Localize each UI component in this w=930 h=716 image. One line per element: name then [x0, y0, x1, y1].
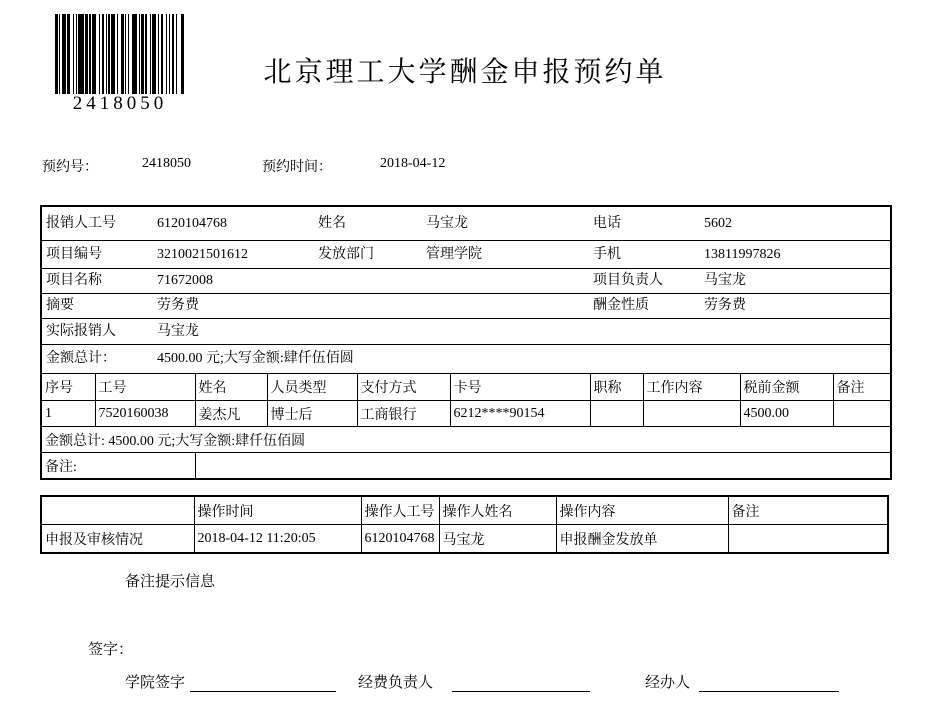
- op-col-remark: 备注: [728, 496, 888, 525]
- reservation-no-label: 预约号：: [42, 160, 98, 175]
- detail-name: 姜杰凡: [195, 401, 267, 427]
- project-name-value: 71672008: [157, 273, 213, 288]
- detail-col-pay-method: 支付方式: [357, 374, 450, 401]
- info-row-total-amount: [42, 345, 890, 374]
- sign-label: 签字：: [88, 642, 134, 658]
- detail-pay-method: 工商银行: [357, 401, 450, 427]
- mobile-value: 13811997826: [704, 247, 781, 262]
- op-time: 2018-04-12 11:20:05: [194, 525, 361, 554]
- actual-reimburser-value: 马宝龙: [157, 324, 199, 339]
- college-sign-label: 学院签字: [125, 675, 186, 691]
- detail-total-row: [42, 427, 890, 453]
- operation-header-row: [41, 496, 888, 525]
- op-col-blank: [41, 496, 194, 525]
- issuing-dept-value: 管理学院: [426, 247, 482, 262]
- reservation-line: [0, 156, 930, 176]
- detail-seq: 1: [42, 401, 95, 427]
- detail-remark: [833, 401, 890, 427]
- name-label: 姓名: [318, 216, 346, 231]
- detail-col-worker-id: 工号: [95, 374, 195, 401]
- project-leader-label: 项目负责人: [593, 273, 663, 288]
- detail-col-title: 职称: [590, 374, 643, 401]
- detail-col-card-no: 卡号: [450, 374, 590, 401]
- detail-col-pretax-amount: 税前金额: [740, 374, 833, 401]
- op-col-content: 操作内容: [556, 496, 728, 525]
- detail-card-no: 6212****90154: [450, 401, 590, 427]
- detail-person-type: 博士后: [267, 401, 357, 427]
- info-row-reimburser: [42, 207, 890, 241]
- project-name-label: 项目名称: [46, 273, 102, 288]
- phone-value: 5602: [704, 216, 732, 231]
- summary-label: 摘要: [46, 298, 74, 313]
- op-remark: [728, 525, 888, 554]
- info-row-project-no: [42, 241, 890, 269]
- op-operator-id: 6120104768: [361, 525, 439, 554]
- op-col-operator-id: 操作人工号: [361, 496, 439, 525]
- detail-worker-id: 7520160038: [95, 401, 195, 427]
- issuing-dept-label: 发放部门: [318, 247, 374, 262]
- detail-work-content: [643, 401, 740, 427]
- remuneration-type-label: 酬金性质: [593, 298, 649, 313]
- actual-reimburser-label: 实际报销人: [46, 324, 116, 339]
- remuneration-type-value: 劳务费: [704, 298, 746, 313]
- remark-row-value: [195, 453, 890, 479]
- funds-manager-label: 经费负责人: [358, 675, 434, 691]
- mobile-label: 手机: [593, 247, 621, 262]
- operation-table: [40, 495, 889, 554]
- project-no-value: 3210021501612: [157, 247, 248, 262]
- detail-col-work-content: 工作内容: [643, 374, 740, 401]
- total-amount-value: 4500.00 元;大写金额:肆仟伍佰圆: [157, 351, 354, 366]
- handler-label: 经办人: [645, 675, 691, 691]
- project-no-label: 项目编号: [46, 247, 102, 262]
- detail-total-text: 金额总计: 4500.00 元;大写金额:肆仟伍佰圆: [42, 427, 890, 453]
- detail-data-row: [42, 401, 890, 427]
- info-row-project-name: [42, 269, 890, 294]
- op-col-time: 操作时间: [194, 496, 361, 525]
- note-hint: 备注提示信息: [125, 574, 216, 590]
- reservation-no-value: 2418050: [142, 156, 191, 171]
- summary-value: 劳务费: [157, 298, 199, 313]
- main-form-table: [40, 205, 892, 480]
- op-col-operator-name: 操作人姓名: [439, 496, 556, 525]
- detail-title: [590, 401, 643, 427]
- detail-pretax-amount: 4500.00: [740, 401, 833, 427]
- handler-sign-line: [699, 691, 839, 692]
- info-row-summary: [42, 294, 890, 319]
- detail-table: [42, 374, 890, 478]
- barcode-value: 2418050: [72, 93, 168, 114]
- detail-col-seq: 序号: [42, 374, 95, 401]
- detail-col-person-type: 人员类型: [267, 374, 357, 401]
- name-value: 马宝龙: [426, 216, 468, 231]
- op-row-label: 申报及审核情况: [41, 525, 194, 554]
- detail-col-name: 姓名: [195, 374, 267, 401]
- reimburser-id-value: 6120104768: [157, 216, 227, 231]
- funds-manager-sign-line: [452, 691, 590, 692]
- project-leader-value: 马宝龙: [704, 273, 746, 288]
- op-operator-name: 马宝龙: [439, 525, 556, 554]
- detail-col-remark: 备注: [833, 374, 890, 401]
- operation-data-row: [41, 525, 888, 554]
- remark-row-label: 备注:: [42, 453, 195, 479]
- detail-remark-row: [42, 453, 890, 479]
- reservation-time-value: 2018-04-12: [380, 156, 446, 171]
- info-row-actual-reimburser: [42, 319, 890, 345]
- total-amount-label: 金额总计：: [46, 351, 116, 366]
- op-content: 申报酬金发放单: [556, 525, 728, 554]
- phone-label: 电话: [593, 216, 621, 231]
- form-title: 北京理工大学酬金申报预约单: [263, 57, 667, 88]
- reservation-time-label: 预约时间：: [262, 160, 332, 175]
- college-sign-line: [190, 691, 336, 692]
- detail-header-row: [42, 374, 890, 401]
- reimburser-id-label: 报销人工号: [46, 216, 116, 231]
